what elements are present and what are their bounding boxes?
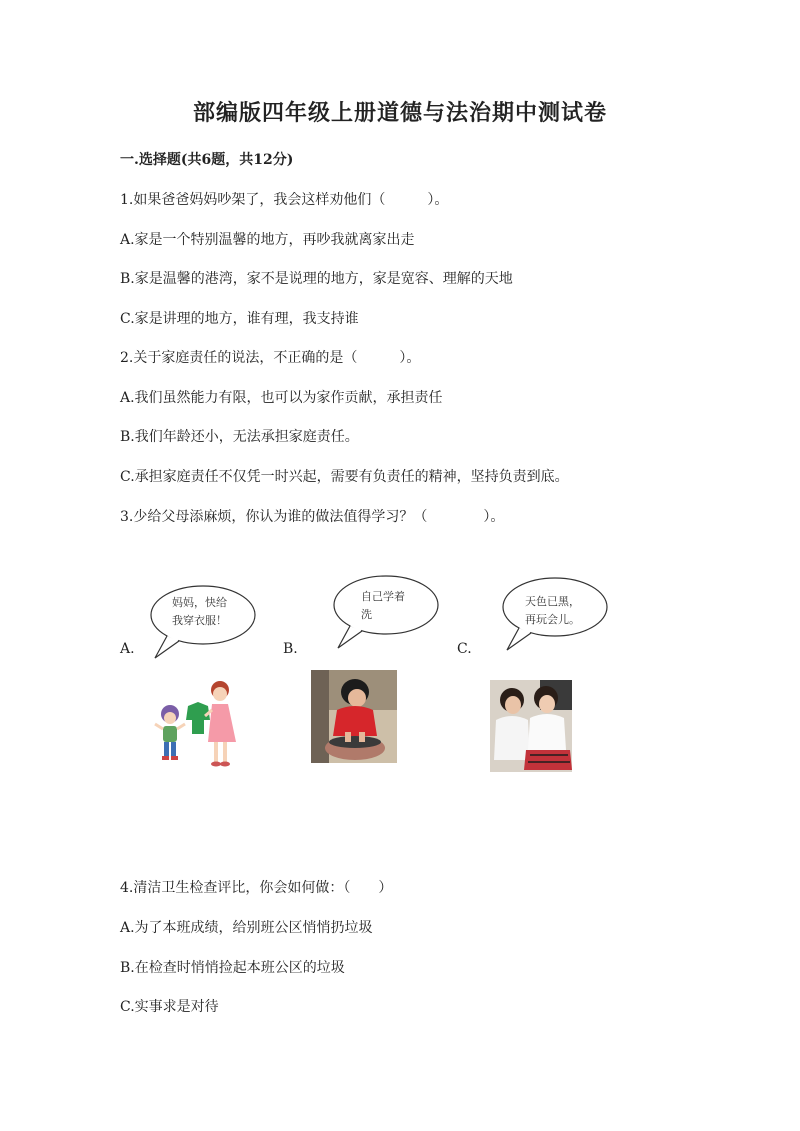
question-2-option-c: C.承担家庭责任不仅凭一时兴起，需要有负责任的精神，坚持负责到底。 xyxy=(120,469,569,485)
page-title: 部编版四年级上册道德与法治期中测试卷 xyxy=(192,100,607,126)
bubble-a-line-1: 妈妈，快给 xyxy=(172,596,227,609)
option-c-label: C. xyxy=(457,641,472,657)
speech-bubble-b xyxy=(328,572,440,652)
bubble-b-line-1: 自己学着 xyxy=(361,590,405,603)
question-4-option-c: C.实事求是对待 xyxy=(120,999,219,1015)
bubble-a-line-2: 我穿衣服！ xyxy=(172,614,227,627)
question-4-option-b: B.在检查时悄悄捡起本班公区的垃圾 xyxy=(120,960,345,976)
bubble-c-line-2: 再玩会儿。 xyxy=(525,613,580,626)
question-4-stem: 4.清洁卫生检查评比，你会如何做：（ ） xyxy=(120,880,393,896)
question-1-option-b: B.家是温馨的港湾，家不是说理的地方，家是宽容、理解的天地 xyxy=(120,271,513,287)
option-a-label: A. xyxy=(120,641,135,657)
bubble-c-line-1: 天色已黑， xyxy=(525,595,580,608)
question-1-stem: 1.如果爸爸妈妈吵架了，我会这样劝他们（ ）。 xyxy=(120,192,449,208)
question-4-option-a: A.为了本班成绩，给别班公区悄悄扔垃圾 xyxy=(120,920,373,936)
question-1-option-a: A.家是一个特别温馨的地方，再吵我就离家出走 xyxy=(120,232,415,248)
child-asking-mother-illustration xyxy=(150,676,245,771)
option-b-label: B. xyxy=(283,641,298,657)
question-2-stem: 2.关于家庭责任的说法，不正确的是（ ）。 xyxy=(120,350,421,366)
question-3-stem: 3.少给父母添麻烦，你认为谁的做法值得学习？（ ）。 xyxy=(120,509,505,525)
bubble-b-line-2: 洗 xyxy=(361,608,372,621)
section-heading: 一.选择题(共6题，共12分) xyxy=(120,152,294,168)
question-1-option-c: C.家是讲理的地方，谁有理，我支持谁 xyxy=(120,311,359,327)
question-2-option-b: B.我们年龄还小，无法承担家庭责任。 xyxy=(120,429,359,445)
child-washing-clothes-photo xyxy=(311,670,397,763)
children-playing-photo xyxy=(490,680,572,772)
question-2-option-a: A.我们虽然能力有限，也可以为家作贡献，承担责任 xyxy=(120,390,443,406)
